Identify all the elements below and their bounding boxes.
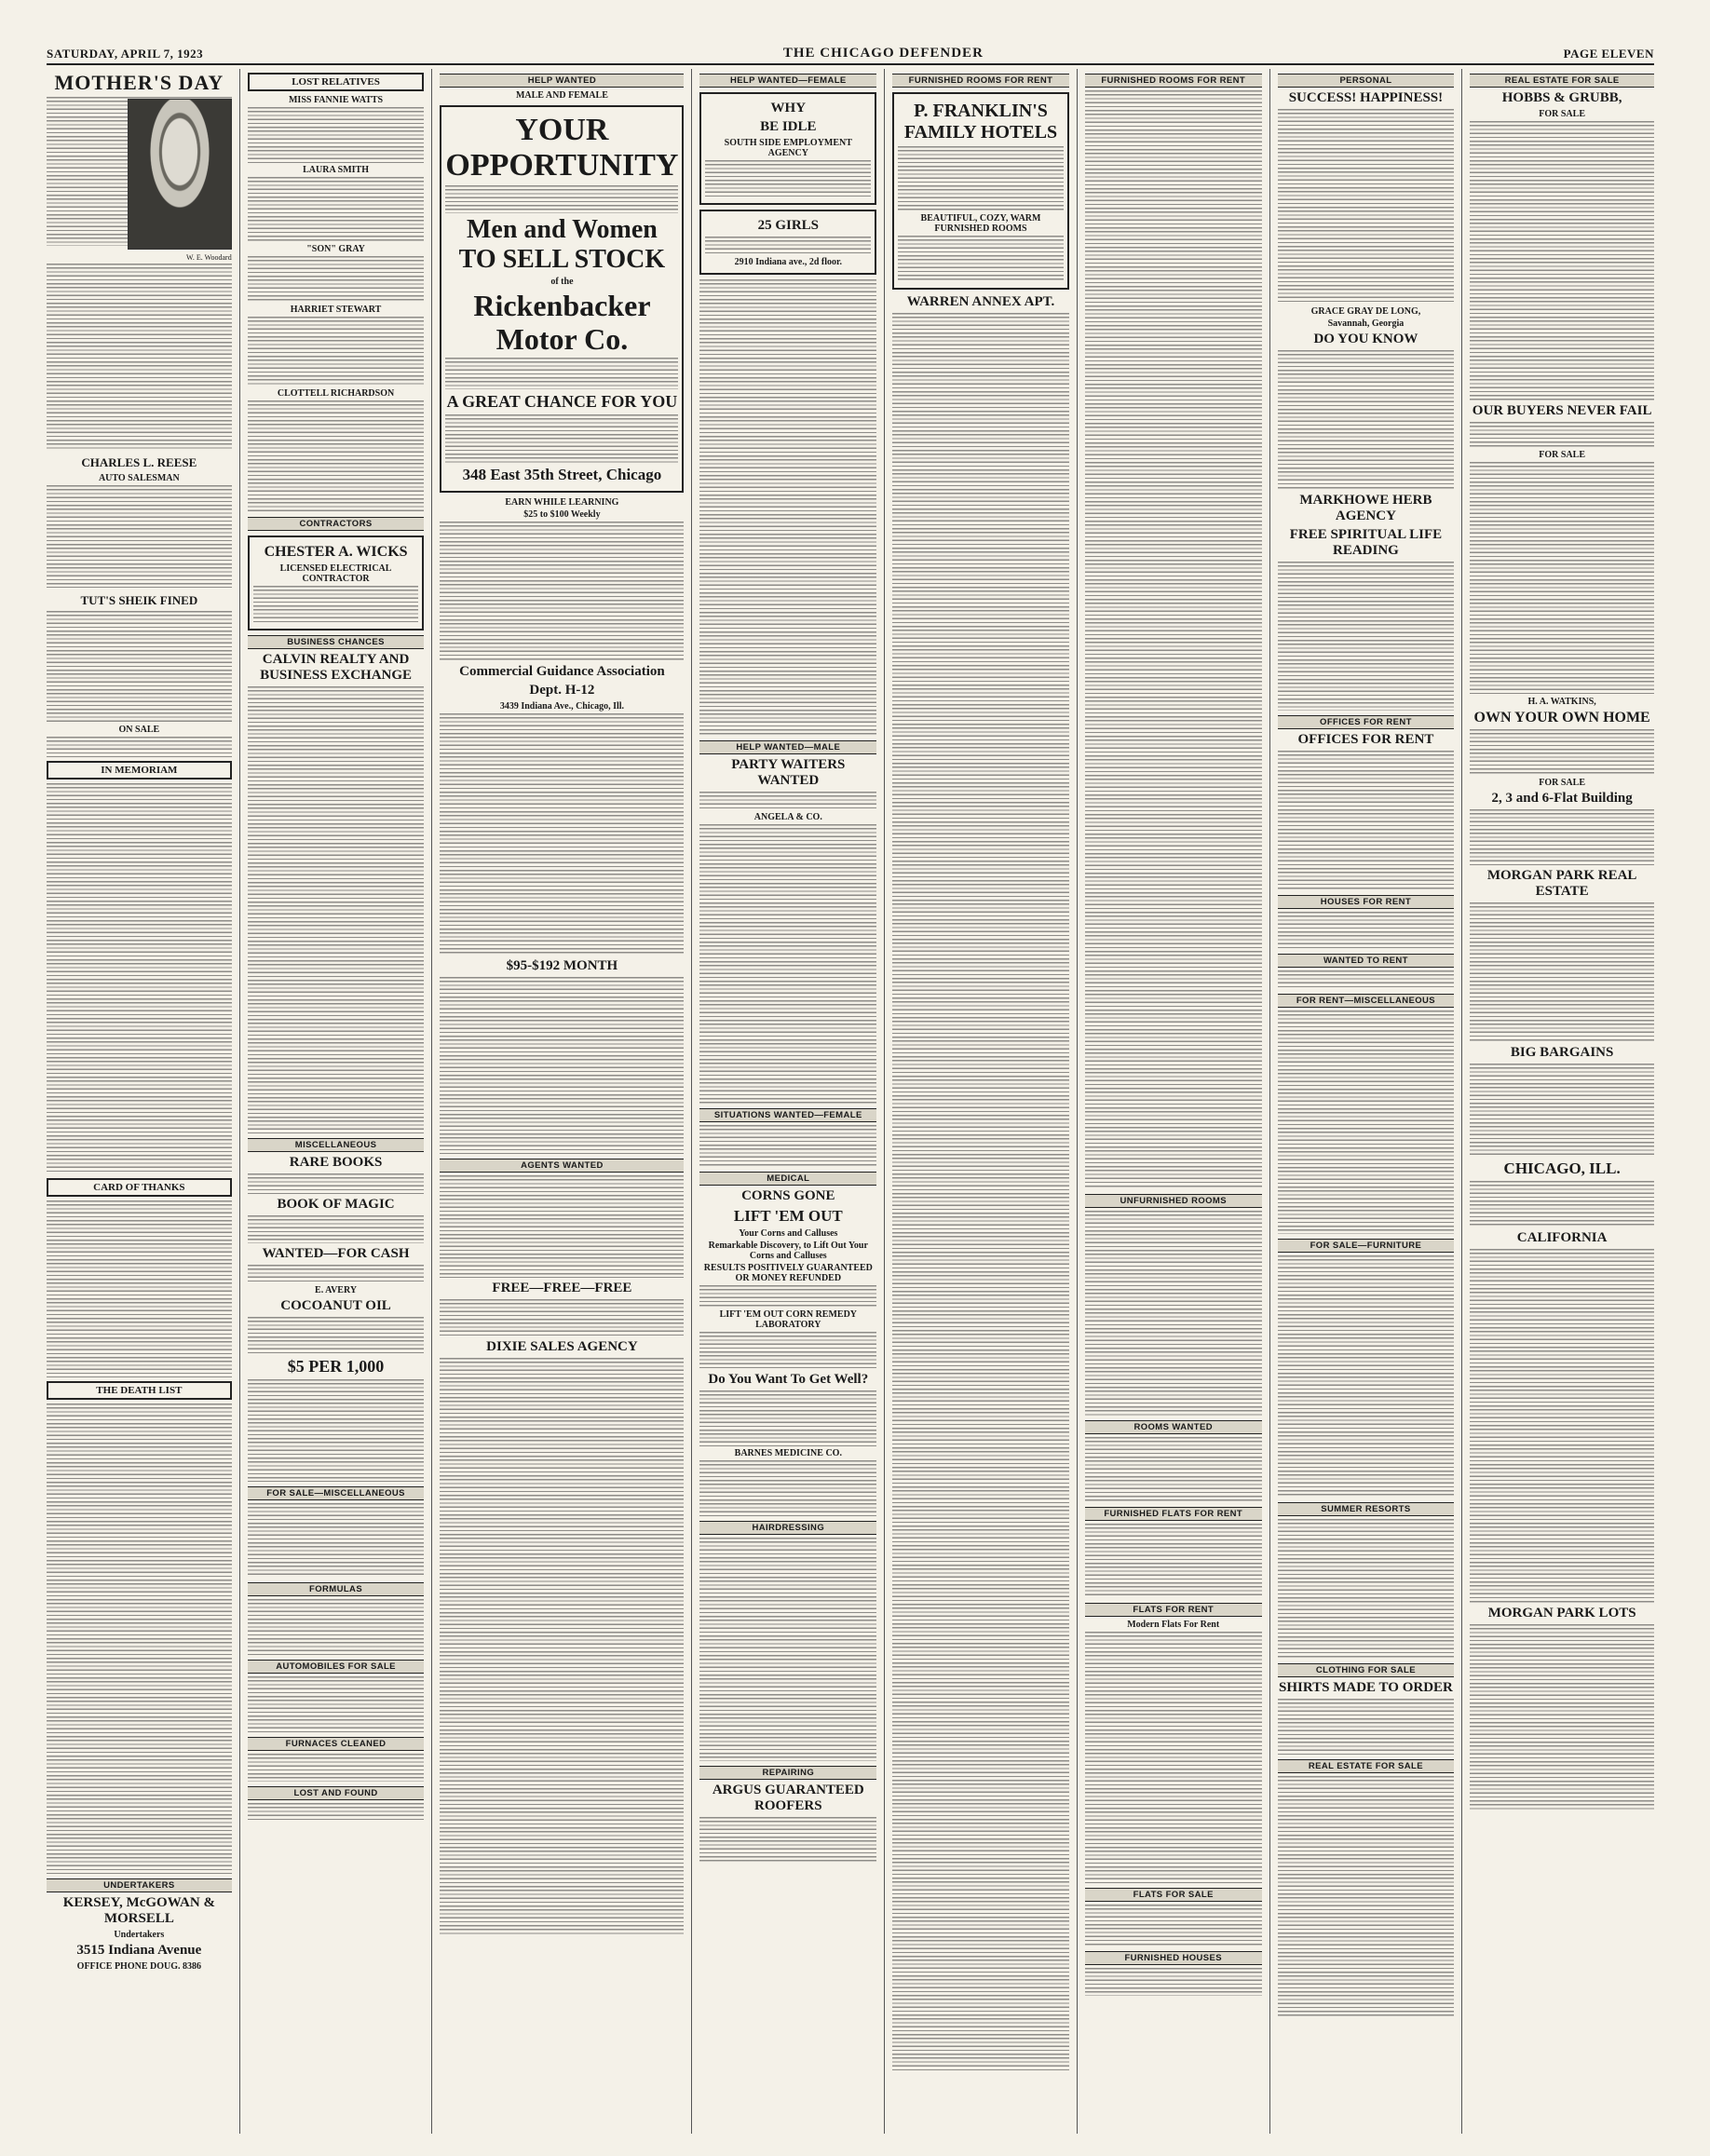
summer-text bbox=[1278, 1519, 1455, 1659]
smith-text bbox=[248, 177, 425, 242]
shirts-text bbox=[1278, 1699, 1455, 1755]
idle-ad bbox=[699, 92, 876, 205]
hairdressing-header: HAIRDRESSING bbox=[699, 1521, 876, 1535]
per-1000-text bbox=[248, 1379, 425, 1482]
business-text bbox=[248, 686, 425, 1133]
agents-header: AGENTS WANTED bbox=[440, 1159, 684, 1173]
furnished-listings bbox=[892, 313, 1069, 2073]
morgan-park-text bbox=[1470, 902, 1654, 1042]
why-title: WHY bbox=[770, 101, 807, 115]
houses-rent-header: HOUSES FOR RENT bbox=[1278, 895, 1455, 909]
realestate-text-7 bbox=[1278, 1776, 1455, 2018]
free-text bbox=[440, 1299, 684, 1336]
smith-name: LAURA SMITH bbox=[303, 165, 369, 175]
autos-header: AUTOMOBILES FOR SALE bbox=[248, 1660, 425, 1674]
girls-title: 25 GIRLS bbox=[757, 218, 820, 233]
flats-sale-text bbox=[1085, 1905, 1262, 1946]
columns bbox=[47, 69, 1654, 2134]
wanted-rent-text bbox=[1278, 970, 1455, 989]
furnished-rooms-header-2: FURNISHED ROOMS FOR RENT bbox=[1085, 74, 1262, 88]
stewart-text bbox=[248, 317, 425, 386]
misc-header: MISCELLANEOUS bbox=[248, 1138, 425, 1152]
rickenbacker-ad bbox=[440, 105, 684, 493]
kersey-sub: Undertakers bbox=[114, 1930, 165, 1940]
rare-books: RARE BOOKS bbox=[289, 1155, 383, 1170]
grace-name: GRACE GRAY DE LONG, bbox=[1310, 306, 1421, 317]
masthead-rule bbox=[47, 63, 1654, 65]
medical-header: MEDICAL bbox=[699, 1172, 876, 1186]
motor-co-title: Motor Co. bbox=[495, 322, 629, 356]
per-month: $95-$192 MONTH bbox=[506, 958, 618, 973]
column-2 bbox=[239, 69, 432, 2134]
rent-misc-text bbox=[1278, 1010, 1455, 1234]
furnaces-text bbox=[248, 1754, 425, 1782]
for-sale-text bbox=[1470, 462, 1654, 695]
reese-text bbox=[47, 485, 232, 588]
wicks-name: CHESTER A. WICKS bbox=[264, 544, 408, 560]
grace-city: Savannah, Georgia bbox=[1327, 319, 1405, 329]
rooms-wanted-header: ROOMS WANTED bbox=[1085, 1420, 1262, 1434]
dept-title: Dept. H-12 bbox=[529, 683, 595, 698]
songray-text bbox=[248, 256, 425, 303]
rare-text bbox=[248, 1173, 425, 1194]
california-title: CALIFORNIA bbox=[1516, 1230, 1608, 1245]
richardson-name: CLOTTELL RICHARDSON bbox=[277, 388, 395, 399]
flats-sale-header: FLATS FOR SALE bbox=[1085, 1888, 1262, 1902]
shirts-title: SHIRTS MADE TO ORDER bbox=[1278, 1680, 1453, 1695]
bargains-text bbox=[1470, 1064, 1654, 1157]
results-guaranteed: RESULTS POSITIVELY GUARANTEED OR MONEY REFUNDED bbox=[703, 1263, 873, 1283]
lost-found-text bbox=[248, 1803, 425, 1822]
richardson-text bbox=[248, 400, 425, 512]
corn-text bbox=[699, 1285, 876, 1308]
franklin-title: P. FRANKLIN'S FAMILY HOTELS bbox=[903, 101, 1058, 142]
girls-ad bbox=[699, 210, 876, 275]
dixie-text bbox=[440, 1358, 684, 1935]
kersey-phone: OFFICE PHONE DOUG. 8386 bbox=[76, 1961, 202, 1972]
know-text bbox=[1278, 350, 1455, 490]
for-sale-1: FOR SALE bbox=[1539, 109, 1585, 119]
summer-header: SUMMER RESORTS bbox=[1278, 1502, 1455, 1516]
barnes-name: BARNES MEDICINE CO. bbox=[734, 1448, 842, 1458]
watts-text bbox=[248, 107, 425, 163]
girls-address: 2910 Indiana ave., 2d floor. bbox=[734, 257, 843, 267]
great-chance-text bbox=[445, 414, 678, 463]
column-6 bbox=[1077, 69, 1269, 2134]
morgan-park-title: MORGAN PARK REAL ESTATE bbox=[1486, 868, 1637, 899]
help-wanted-header: HELP WANTED bbox=[440, 74, 684, 88]
dixie-title: DIXIE SALES AGENCY bbox=[486, 1339, 638, 1354]
guidance-title: Commercial Guidance Association bbox=[459, 664, 665, 679]
contractors-header: CONTRACTORS bbox=[248, 517, 425, 531]
furniture-header: FOR SALE—FURNITURE bbox=[1278, 1239, 1455, 1253]
formulas-text bbox=[248, 1599, 425, 1655]
earn-text bbox=[440, 522, 684, 661]
stewart-name: HARRIET STEWART bbox=[290, 305, 382, 315]
for-sale-misc-text bbox=[248, 1503, 425, 1578]
beautiful-rooms: BEAUTIFUL, COZY, WARM FURNISHED ROOMS bbox=[920, 213, 1041, 234]
thanks-header: CARD OF THANKS bbox=[47, 1178, 232, 1197]
furniture-text bbox=[1278, 1255, 1455, 1498]
get-well-title: Do You Want To Get Well? bbox=[708, 1372, 869, 1387]
flat-building: 2, 3 and 6-Flat Building bbox=[1491, 791, 1633, 806]
party-text bbox=[699, 792, 876, 810]
furnished-houses-header: FURNISHED HOUSES bbox=[1085, 1951, 1262, 1965]
get-well-text bbox=[699, 1390, 876, 1446]
for-sale-misc-header: FOR SALE—MISCELLANEOUS bbox=[248, 1486, 425, 1500]
idle-text bbox=[705, 160, 871, 197]
situations-header: SITUATIONS WANTED—FEMALE bbox=[699, 1108, 876, 1122]
per-1000: $5 PER 1,000 bbox=[287, 1357, 385, 1376]
earn-learning: EARN WHILE LEARNING bbox=[505, 497, 619, 508]
help-male-header: HELP WANTED—MALE bbox=[699, 740, 876, 754]
clothing-header: CLOTHING FOR SALE bbox=[1278, 1663, 1455, 1677]
great-chance: A GREAT CHANCE FOR YOU bbox=[446, 392, 678, 411]
help-female-header: HELP WANTED—FEMALE bbox=[699, 74, 876, 88]
situations-text bbox=[699, 1125, 876, 1167]
formulas-header: FORMULAS bbox=[248, 1582, 425, 1596]
column-7 bbox=[1269, 69, 1462, 2134]
death-list-text bbox=[47, 1403, 232, 1874]
argus-text bbox=[699, 1817, 876, 1864]
rooms-wanted-text bbox=[1085, 1437, 1262, 1502]
success-text bbox=[1278, 109, 1455, 305]
weekly-pay: $25 to $100 Weekly bbox=[523, 509, 601, 520]
california-text bbox=[1470, 1249, 1654, 1603]
sell-stock-title: TO SELL STOCK bbox=[458, 245, 666, 274]
male-female-header: MALE AND FEMALE bbox=[515, 90, 608, 101]
free-title: FREE—FREE—FREE bbox=[492, 1281, 632, 1295]
hairdressing-text bbox=[699, 1538, 876, 1761]
franklin-text bbox=[898, 146, 1064, 211]
rickenbacker-body bbox=[445, 358, 678, 389]
of-the: of the bbox=[550, 277, 574, 287]
offices-text bbox=[1278, 751, 1455, 890]
chicago-text bbox=[1470, 1181, 1654, 1227]
lost-found-header: LOST AND FOUND bbox=[248, 1786, 425, 1800]
wanted-cash-text bbox=[248, 1265, 425, 1283]
memoriam-text bbox=[47, 783, 232, 1174]
on-sale-text bbox=[47, 737, 232, 757]
book-of-magic: BOOK OF MAGIC bbox=[277, 1197, 395, 1212]
offices-title: OFFICES FOR RENT bbox=[1297, 732, 1434, 747]
lots-text bbox=[1470, 1624, 1654, 1810]
markhowe-title: MARKHOWE HERB AGENCY bbox=[1299, 493, 1432, 523]
watkins-name: H. A. WATKINS, bbox=[1527, 697, 1596, 707]
female-help-listings bbox=[699, 279, 876, 736]
party-waiters: PARTY WAITERS WANTED bbox=[731, 757, 846, 788]
hobbs-title: HOBBS & GRUBB, bbox=[1501, 90, 1622, 105]
photo-caption: W. E. Woodard bbox=[186, 253, 232, 262]
corns-calluses: Your Corns and Calluses bbox=[739, 1228, 838, 1239]
realestate-header: REAL ESTATE FOR SALE bbox=[1470, 74, 1654, 88]
furnished-houses-text bbox=[1085, 1968, 1262, 1996]
corns-gone: CORNS GONE bbox=[741, 1188, 835, 1203]
for-sale-2: FOR SALE bbox=[1539, 450, 1585, 460]
column-1 bbox=[47, 69, 239, 2134]
beautiful-text bbox=[898, 236, 1064, 282]
own-home: OWN YOUR OWN HOME bbox=[1473, 710, 1650, 725]
column-5 bbox=[884, 69, 1077, 2134]
never-fail: OUR BUYERS NEVER FAIL bbox=[1472, 403, 1652, 418]
angela-name: ANGELA & CO. bbox=[753, 812, 822, 822]
corn-laboratory: LIFT 'EM OUT CORN REMEDY LABORATORY bbox=[719, 1309, 858, 1330]
photo bbox=[128, 99, 232, 250]
agents-text bbox=[440, 1175, 684, 1278]
modern-flats: Modern Flats For Rent bbox=[1127, 1620, 1220, 1630]
personal-header: PERSONAL bbox=[1278, 74, 1455, 88]
opportunity-intro bbox=[445, 185, 678, 213]
avery-name: E. AVERY bbox=[315, 1285, 358, 1295]
flats-text bbox=[1085, 1632, 1262, 1883]
opportunity-title: OPPORTUNITY bbox=[445, 148, 679, 183]
column-8 bbox=[1461, 69, 1654, 2134]
on-sale-headline: ON SALE bbox=[118, 725, 160, 735]
men-women-title: Men and Women bbox=[467, 215, 658, 244]
masthead-date: SATURDAY, APRIL 7, 1923 bbox=[47, 47, 204, 61]
chicago-title: CHICAGO, ILL. bbox=[1503, 1159, 1621, 1177]
furnished-listings-2 bbox=[1085, 90, 1262, 1189]
lift-em-out: LIFT 'EM OUT bbox=[733, 1207, 843, 1225]
dept-address: 3439 Indiana Ave., Chicago, Ill. bbox=[499, 701, 625, 712]
girls-text bbox=[705, 237, 871, 255]
offices-header: OFFICES FOR RENT bbox=[1278, 715, 1455, 729]
autos-text bbox=[248, 1676, 425, 1732]
masthead-page-number: PAGE ELEVEN bbox=[1563, 47, 1654, 61]
wicks-ad bbox=[248, 536, 425, 631]
furnished-flats-text bbox=[1085, 1524, 1262, 1598]
never-fail-text bbox=[1470, 422, 1654, 448]
column-3 bbox=[431, 69, 691, 2134]
mothers-day-body bbox=[47, 264, 232, 450]
guidance-text bbox=[440, 713, 684, 956]
wanted-cash: WANTED—FOR CASH bbox=[262, 1246, 410, 1261]
sheik-text bbox=[47, 611, 232, 723]
remarkable-discovery: Remarkable Discovery, to Lift Out Your Corns and Calluses bbox=[708, 1241, 868, 1261]
free-reading: FREE SPIRITUAL LIFE READING bbox=[1289, 527, 1443, 558]
column-4 bbox=[691, 69, 884, 2134]
rent-misc-header: FOR RENT—MISCELLANEOUS bbox=[1278, 994, 1455, 1008]
kersey-name: KERSEY, McGOWAN & MORSELL bbox=[62, 1895, 215, 1926]
undertakers-header: UNDERTAKERS bbox=[47, 1878, 232, 1892]
magic-text bbox=[248, 1215, 425, 1243]
furnished-flats-header: FURNISHED FLATS FOR RENT bbox=[1085, 1507, 1262, 1521]
mothers-day-title: MOTHER'S DAY bbox=[54, 71, 224, 94]
success-title: SUCCESS! HAPPINESS! bbox=[1288, 90, 1444, 105]
watts-name: MISS FANNIE WATTS bbox=[288, 95, 384, 105]
franklin-ad bbox=[892, 92, 1069, 290]
furnaces-header: FURNACES CLEANED bbox=[248, 1737, 425, 1751]
coconut-text bbox=[248, 1317, 425, 1354]
be-idle-title: BE IDLE bbox=[760, 119, 817, 134]
flat-building-text bbox=[1470, 809, 1654, 865]
furnished-rooms-header: FURNISHED ROOMS FOR RENT bbox=[892, 74, 1069, 88]
flats-rent-header: FLATS FOR RENT bbox=[1085, 1603, 1262, 1617]
realestate-header-7: REAL ESTATE FOR SALE bbox=[1278, 1759, 1455, 1773]
warren-annex: WARREN ANNEX APT. bbox=[906, 294, 1055, 309]
rickenbacker-title: Rickenbacker bbox=[473, 289, 651, 322]
thanks-text bbox=[47, 1200, 232, 1377]
wicks-text bbox=[253, 586, 419, 623]
coconut-oil: COCOANUT OIL bbox=[280, 1298, 391, 1313]
argus-title: ARGUS GUARANTEED ROOFERS bbox=[712, 1783, 864, 1813]
morgan-lots: MORGAN PARK LOTS bbox=[1487, 1606, 1636, 1620]
hobbs-listings bbox=[1470, 121, 1654, 400]
houses-rent-text bbox=[1278, 912, 1455, 949]
death-list-header: THE DEATH LIST bbox=[47, 1381, 232, 1400]
own-home-text bbox=[1470, 729, 1654, 776]
per-month-text bbox=[440, 977, 684, 1154]
songray-name: "SON" GRAY bbox=[306, 244, 365, 254]
unfurnished-text bbox=[1085, 1211, 1262, 1416]
reading-text bbox=[1278, 562, 1455, 711]
memoriam-header: IN MEMORIAM bbox=[47, 761, 232, 780]
reese-subheadline: AUTO SALESMAN bbox=[98, 473, 180, 483]
repairing-header: REPAIRING bbox=[699, 1766, 876, 1780]
lost-relatives-header: LOST RELATIVES bbox=[248, 73, 425, 91]
big-bargains: BIG BARGAINS bbox=[1510, 1045, 1614, 1060]
kersey-address: 3515 Indiana Avenue bbox=[76, 1943, 202, 1958]
corn-lab-text bbox=[699, 1332, 876, 1369]
wanted-rent-header: WANTED TO RENT bbox=[1278, 954, 1455, 968]
reese-headline: CHARLES L. REESE bbox=[81, 455, 197, 469]
agency-name: SOUTH SIDE EMPLOYMENT AGENCY bbox=[724, 138, 852, 158]
for-sale-3: FOR SALE bbox=[1539, 778, 1585, 788]
rickenbacker-address: 348 East 35th Street, Chicago bbox=[462, 466, 662, 483]
your-title: YOUR bbox=[515, 113, 609, 147]
calvin-name: CALVIN REALTY AND BUSINESS EXCHANGE bbox=[260, 652, 413, 683]
unfurnished-header: UNFURNISHED ROOMS bbox=[1085, 1194, 1262, 1208]
masthead bbox=[47, 45, 1654, 61]
sheik-headline: TUT'S SHEIK FINED bbox=[80, 593, 198, 607]
male-help-listings bbox=[699, 824, 876, 1104]
wicks-sub: LICENSED ELECTRICAL CONTRACTOR bbox=[279, 563, 392, 584]
do-you-know: DO YOU KNOW bbox=[1313, 332, 1418, 346]
masthead-paper-name: THE CHICAGO DEFENDER bbox=[782, 46, 984, 61]
barnes-text bbox=[699, 1460, 876, 1516]
business-header: BUSINESS CHANCES bbox=[248, 635, 425, 649]
